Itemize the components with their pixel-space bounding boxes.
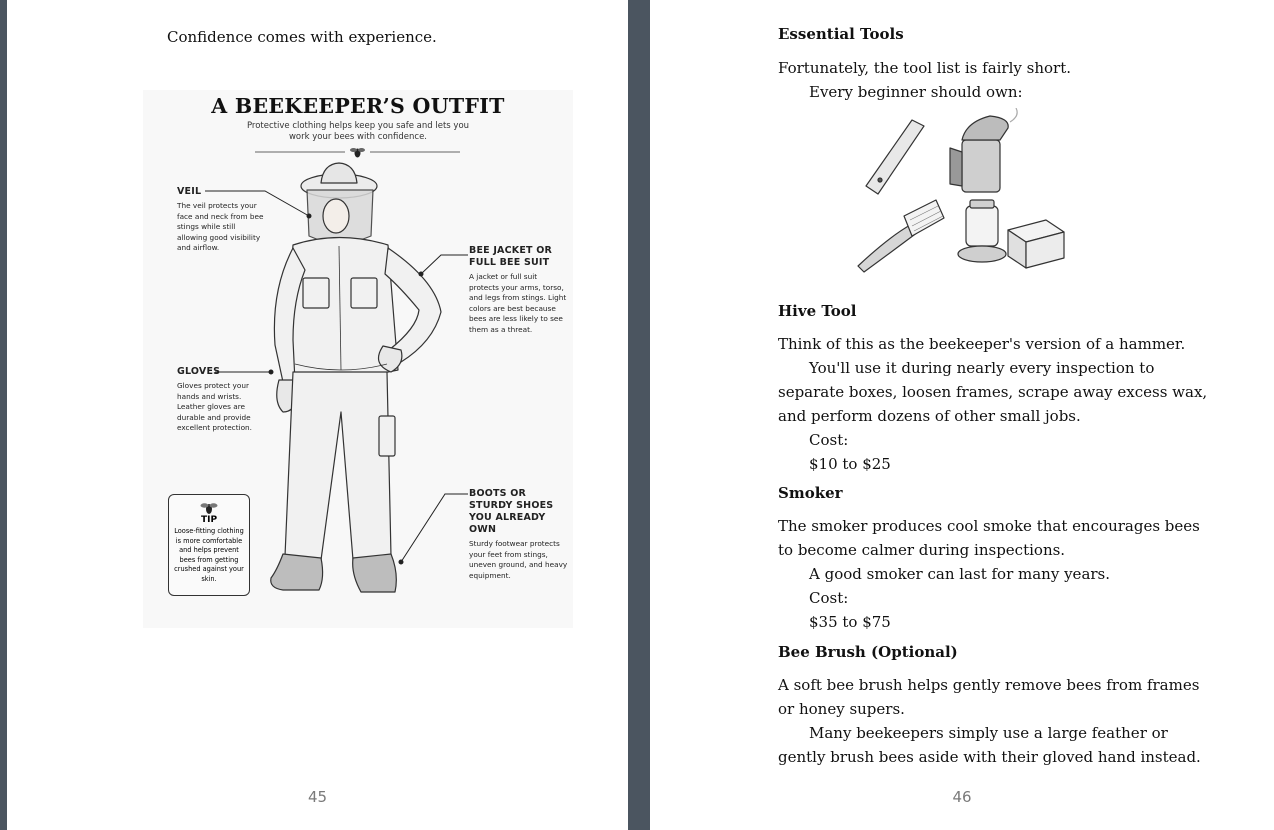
- tip-box: [168, 494, 250, 596]
- hive-tool-line-1: Think of this as the beekeeper's version of a hammer.: [778, 335, 1186, 353]
- right-page: [650, 0, 1274, 830]
- tip-title: TIP: [200, 515, 218, 525]
- beekeeper-outfit-figure: [143, 90, 573, 628]
- callout-jacket-text: A jacket or full suit protects your arms, torso, and legs from stings. Light colors are best because bees are less likely to see them as a threat.: [469, 272, 567, 334]
- essential-tools-intro: [778, 56, 1218, 104]
- smoker-cost-value: $35 to $75: [809, 613, 891, 631]
- hive-tool-cost-label: Cost:: [809, 431, 849, 449]
- smoker-paragraph: The smoker produces cool smoke that encourages bees to become calmer during inspections.: [778, 517, 1200, 559]
- essential-tools-line-1: Fortunately, the tool list is fairly short.: [778, 59, 1071, 77]
- heading-bee-brush: Bee Brush (Optional): [778, 643, 958, 661]
- essential-tools-line-2: Every beginner should own:: [809, 83, 1023, 101]
- callout-gloves-title: GLOVES: [177, 366, 221, 377]
- callout-gloves: [177, 366, 267, 434]
- smoker-cost-label: Cost:: [809, 589, 849, 607]
- callout-gloves-text: Gloves protect your hands and wrists. Leather gloves are durable and provide excellent protection.: [177, 381, 252, 432]
- beekeeping-tools-illustration: [850, 108, 1070, 290]
- callout-boots-text: Sturdy footwear protects your feet from stings, uneven ground, and heavy equipment.: [469, 539, 568, 580]
- heading-hive-tool: Hive Tool: [778, 302, 857, 320]
- heading-smoker: Smoker: [778, 484, 843, 502]
- callout-jacket-title: BEE JACKET OR FULL BEE SUIT: [469, 245, 553, 268]
- left-page: [7, 0, 628, 830]
- bee-brush-paragraph-2: Many beekeepers simply use a large feather or gently brush bees aside with their gloved hand instead.: [778, 724, 1201, 766]
- smoker-line-2: A good smoker can last for many years.: [809, 565, 1111, 583]
- bee-brush-section: [778, 673, 1218, 769]
- callout-boots-title: BOOTS OR STURDY SHOES YOU ALREADY OWN: [469, 488, 554, 535]
- hive-tool-cost-value: $10 to $25: [809, 455, 891, 473]
- opening-line: Confidence comes with experience.: [167, 28, 437, 46]
- hive-tool-paragraph: You'll use it during nearly every inspection to separate boxes, loosen frames, scrape away excess wax, and perform dozens of other small jobs.: [778, 359, 1208, 425]
- figure-subtitle: Protective clothing helps keep you safe and lets you work your bees with confidence.: [246, 121, 470, 142]
- page-number: 46: [952, 788, 972, 806]
- callout-jacket: [469, 245, 569, 335]
- tip-text: Loose-fitting clothing is more comfortable and helps prevent bees from getting crushed against your skin.: [174, 527, 244, 583]
- callout-boots: [469, 488, 569, 581]
- heading-essential-tools: Essential Tools: [778, 25, 904, 43]
- bee-brush-paragraph-1: A soft bee brush helps gently remove bees from frames or honey supers.: [778, 676, 1200, 718]
- callout-veil: [177, 186, 267, 254]
- page-number: 45: [307, 788, 328, 806]
- callout-veil-title: VEIL: [177, 186, 202, 197]
- callout-veil-text: The veil protects your face and neck from bee stings while still allowing good visibility and airflow.: [177, 201, 264, 252]
- hive-tool-section: [778, 332, 1218, 476]
- figure-title: A BEEKEEPER’S OUTFIT: [211, 94, 505, 118]
- bee-icon: [199, 501, 219, 515]
- smoker-section: [778, 514, 1218, 634]
